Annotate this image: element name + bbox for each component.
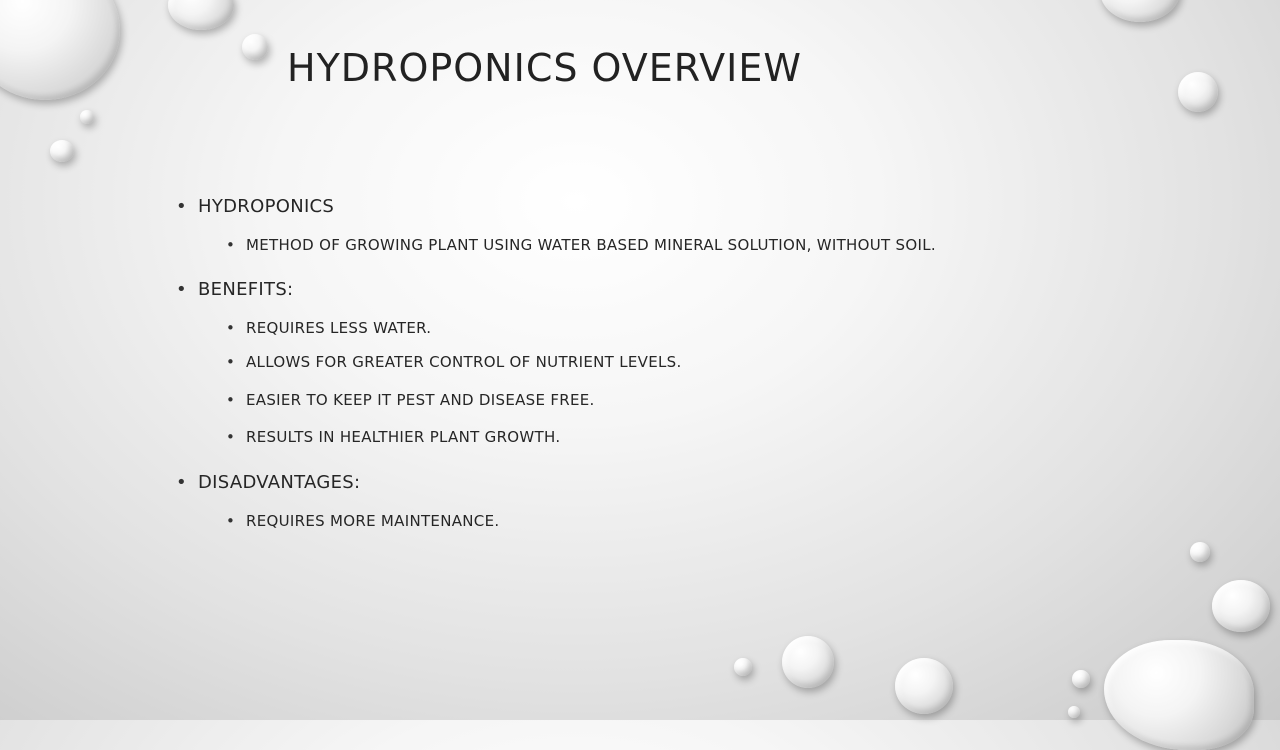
water-droplet-icon bbox=[734, 658, 752, 676]
bullet-disadvantages: • DISADVANTAGES: bbox=[198, 472, 360, 493]
water-droplet-icon bbox=[242, 34, 268, 60]
bullet-hydroponics: • HYDROPONICS bbox=[198, 196, 334, 217]
sub-bullet-benefit: • ALLOWS FOR GREATER CONTROL OF NUTRIENT LEVELS. bbox=[246, 353, 682, 371]
slide-title: HYDROPONICS OVERVIEW bbox=[287, 46, 802, 90]
water-droplet-icon bbox=[1100, 0, 1180, 22]
sub-bullet-benefit: • EASIER TO KEEP IT PEST AND DISEASE FREE. bbox=[246, 391, 595, 409]
water-droplet-icon bbox=[895, 658, 953, 714]
water-droplet-icon bbox=[50, 140, 74, 162]
water-droplet-icon bbox=[1068, 706, 1080, 718]
water-droplet-icon bbox=[168, 0, 234, 30]
sub-bullet-disadvantage: • REQUIRES MORE MAINTENANCE. bbox=[246, 512, 499, 530]
water-droplet-icon bbox=[0, 0, 120, 100]
water-droplet-icon bbox=[1190, 542, 1210, 562]
water-droplet-icon bbox=[782, 636, 834, 688]
water-droplet-icon bbox=[1178, 72, 1218, 112]
sub-bullet-benefit: • REQUIRES LESS WATER. bbox=[246, 319, 431, 337]
sub-bullet-benefit: • RESULTS IN HEALTHIER PLANT GROWTH. bbox=[246, 428, 560, 446]
sub-bullet-definition: • METHOD OF GROWING PLANT USING WATER BASED MINERAL SOLUTION, WITHOUT SOIL. bbox=[246, 236, 936, 254]
water-droplet-icon bbox=[1072, 670, 1090, 688]
water-droplet-icon bbox=[1212, 580, 1270, 632]
bullet-benefits: • BENEFITS: bbox=[198, 279, 293, 300]
water-droplet-icon bbox=[1104, 640, 1254, 750]
water-droplet-icon bbox=[80, 110, 94, 124]
